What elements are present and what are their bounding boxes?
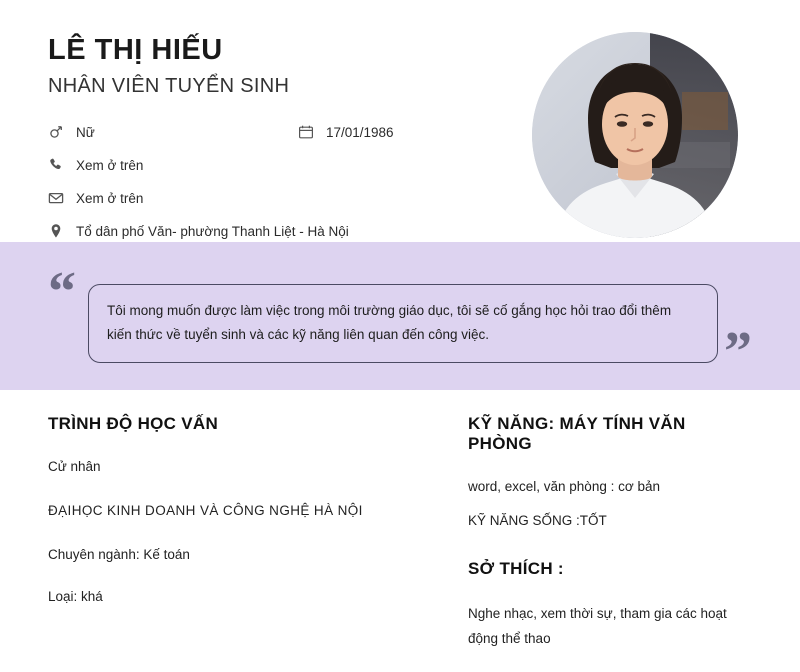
contact-block: [48, 124, 518, 243]
candidate-name: LÊ THỊ HIẾU: [48, 34, 223, 66]
quote-close-mark: ”: [724, 321, 752, 383]
gender-icon: [48, 124, 70, 140]
contact-row-phone: [48, 157, 518, 177]
quote-band: [0, 242, 800, 390]
education-degree: Cử nhân: [48, 459, 101, 474]
interests-text: Nghe nhạc, xem thời sự, tham gia các hoạt động thể thao: [468, 605, 727, 647]
education-column: [48, 414, 468, 672]
mail-icon: [48, 190, 70, 206]
location-pin-icon: [48, 223, 70, 239]
skills-interests-column: [468, 414, 752, 672]
skills-line-2: KỸ NĂNG SỐNG :TỐT: [468, 513, 607, 529]
education-school: ĐẠIHỌC KINH DOANH VÀ CÔNG NGHỆ HÀ NỘI: [48, 503, 363, 519]
cv-header: [0, 0, 800, 240]
contact-email-value: Xem ở trên: [76, 190, 144, 206]
skills-title: KỸ NĂNG: MÁY TÍNH VĂN PHÒNG: [468, 414, 686, 453]
quote-open-mark: “: [48, 261, 76, 323]
education-title: TRÌNH ĐỘ HỌC VẤN: [48, 414, 219, 433]
contact-row-email: [48, 190, 518, 210]
contact-phone: [48, 157, 143, 173]
profile-photo: [532, 32, 738, 238]
education-major: Chuyên ngành: Kế toán: [48, 546, 190, 562]
candidate-job-title: NHÂN VIÊN TUYỂN SINH: [48, 75, 290, 98]
quote-box: [88, 284, 718, 363]
quote-text: Tôi mong muốn được làm việc trong môi trường giáo dục, tôi sẽ cố gắng học hỏi trao đổi thêm kiến thức về tuyển sinh và các kỹ năng liên quan đến công việc.: [107, 303, 672, 342]
contact-row-gender-birthday: [48, 124, 518, 144]
education-grade: Loại: khá: [48, 589, 103, 605]
calendar-icon: [298, 124, 320, 140]
contact-birthday-value: 17/01/1986: [326, 124, 394, 140]
interests-title: SỞ THÍCH :: [468, 558, 564, 578]
contact-phone-value: Xem ở trên: [76, 157, 144, 173]
phone-icon: [48, 157, 70, 173]
contact-birthday: [298, 124, 518, 140]
contact-address: [48, 223, 349, 239]
contact-address-value: Tổ dân phố Văn- phường Thanh Liệt - Hà Nội: [76, 223, 349, 239]
contact-gender-value: Nữ: [76, 124, 95, 140]
cv-body: [0, 390, 800, 672]
contact-email: [48, 190, 143, 206]
skills-line-1: word, excel, văn phòng : cơ bản: [468, 479, 660, 494]
contact-row-address: [48, 223, 518, 243]
contact-gender: [48, 124, 298, 140]
